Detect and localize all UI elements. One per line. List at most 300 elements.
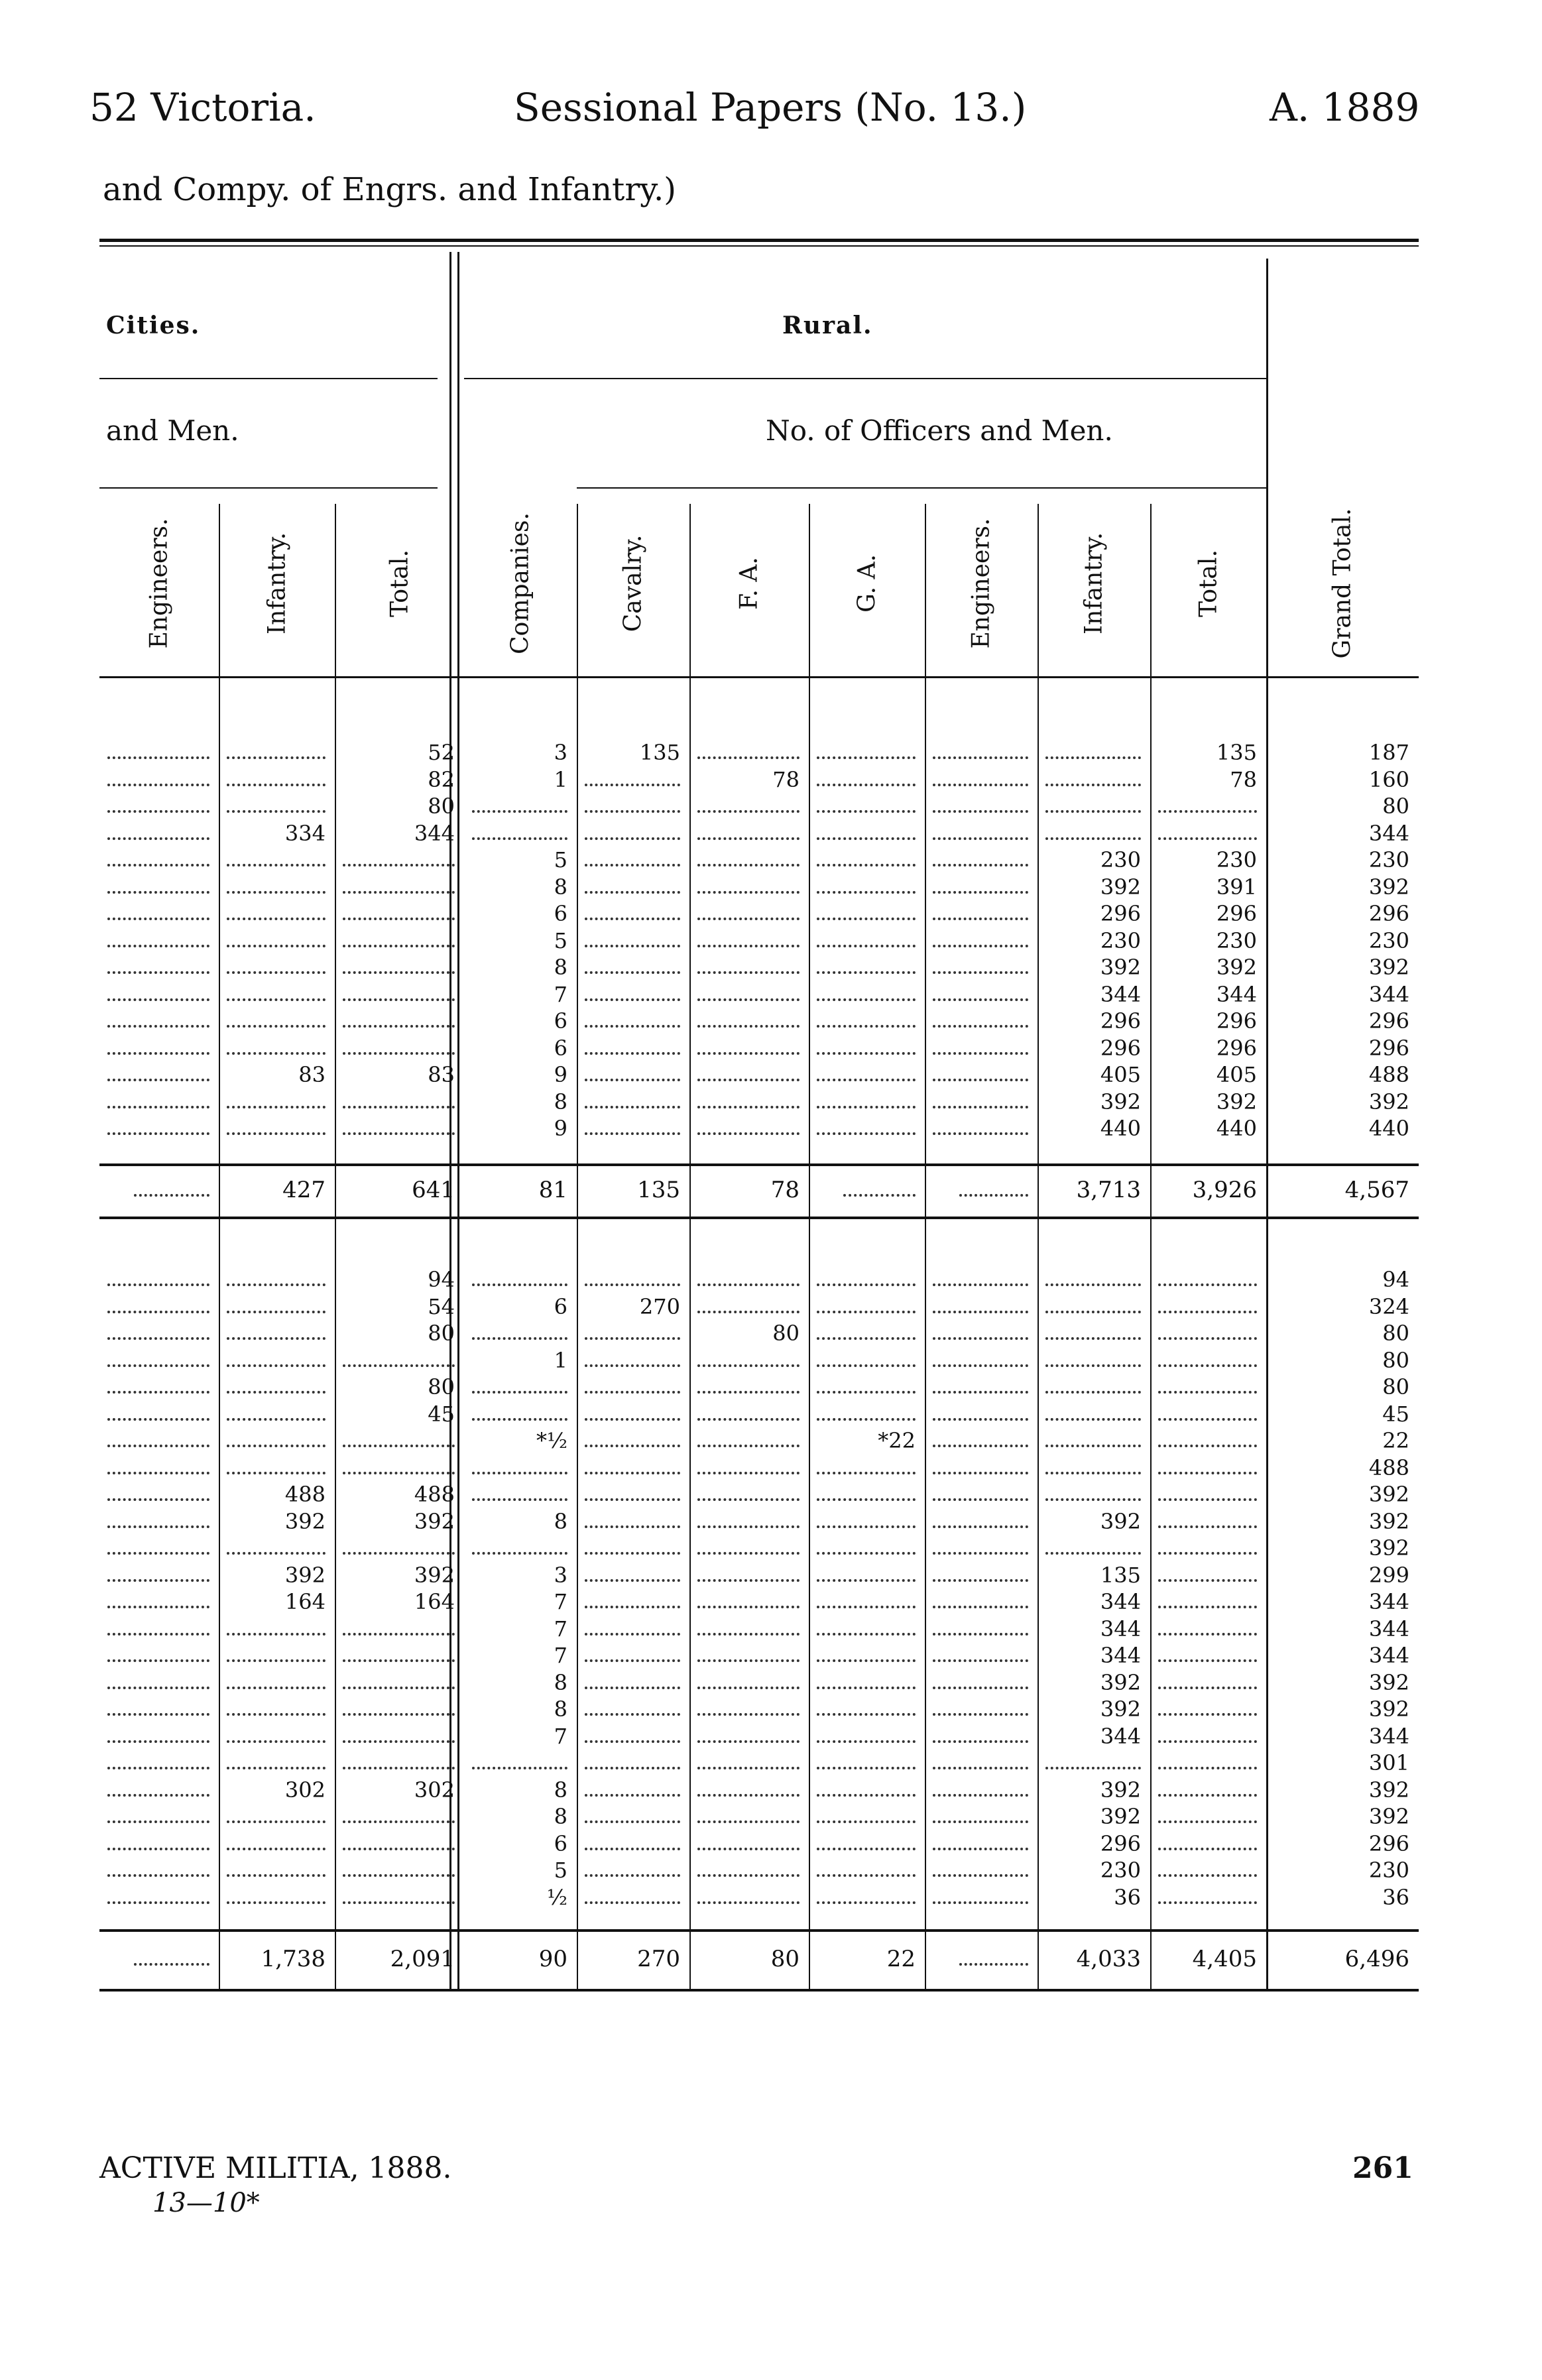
table-cell: 344	[1368, 1589, 1409, 1614]
table-cell: 78	[1230, 766, 1257, 792]
dot-leader	[107, 756, 209, 759]
section-rural: Rural.	[782, 312, 873, 339]
dot-leader	[697, 1659, 800, 1662]
table-cell: ½	[546, 1884, 567, 1910]
dot-leader	[227, 918, 326, 920]
dot-leader	[697, 918, 800, 920]
dot-leader	[933, 891, 1028, 894]
dot-leader	[933, 1052, 1028, 1055]
dot-leader	[343, 1820, 455, 1823]
dot-leader	[817, 1106, 916, 1108]
header-subtitle: and Compy. of Engrs. and Infantry.)	[103, 171, 676, 208]
dot-leader	[107, 971, 209, 974]
dot-leader	[817, 837, 916, 840]
dot-leader	[817, 891, 916, 894]
col-header-infantry: Infantry.	[263, 532, 290, 635]
dot-leader	[817, 1552, 916, 1555]
dot-leader	[343, 1552, 455, 1555]
table-cell: 296	[1216, 901, 1257, 926]
dot-leader	[1158, 1767, 1257, 1769]
dot-leader	[933, 1498, 1028, 1501]
total-cell: 4,405	[1192, 1946, 1257, 1972]
dot-leader	[817, 1848, 916, 1850]
dot-leader	[107, 1311, 209, 1313]
dot-leader	[817, 1874, 916, 1877]
table-cell: 230	[1368, 1858, 1409, 1883]
dot-leader	[933, 1713, 1028, 1716]
table-cell: 8	[554, 1777, 567, 1803]
table-cell: 45	[1382, 1401, 1409, 1427]
table-cell: 6	[554, 1293, 567, 1319]
dot-leader	[933, 1079, 1028, 1081]
col-header-cavalry: Cavalry.	[619, 534, 647, 632]
column-divider	[577, 504, 578, 1989]
dot-leader	[107, 1767, 209, 1769]
column-divider	[219, 504, 220, 1989]
dot-leader	[697, 1311, 800, 1313]
dot-leader	[107, 1418, 209, 1421]
dot-leader	[1158, 1391, 1257, 1394]
dot-leader	[343, 918, 455, 920]
dot-leader	[933, 1794, 1028, 1797]
table-cell: *½	[536, 1428, 567, 1453]
dot-leader	[933, 1687, 1028, 1689]
dot-leader	[1158, 1579, 1257, 1582]
dot-leader	[107, 1052, 209, 1055]
dot-leader	[585, 1767, 680, 1769]
dot-leader	[1045, 1391, 1141, 1394]
dot-leader	[227, 1472, 326, 1474]
dot-leader	[227, 1874, 326, 1877]
total-cell: 3,713	[1076, 1177, 1141, 1203]
footer-title: ACTIVE MILITIA, 1888.	[99, 2151, 452, 2185]
dot-leader	[585, 1079, 680, 1081]
table-cell: 392	[1368, 1535, 1409, 1561]
table-cell: 6	[554, 901, 567, 926]
table-cell: 230	[1100, 847, 1141, 872]
dot-leader	[107, 1079, 209, 1081]
dot-leader	[817, 1901, 916, 1904]
dot-leader	[933, 1767, 1028, 1769]
dot-leader	[1045, 1311, 1141, 1313]
column-divider	[925, 504, 926, 1989]
dot-leader	[1158, 1606, 1257, 1608]
dot-leader	[697, 1498, 800, 1501]
dot-leader	[343, 1874, 455, 1877]
dot-leader	[697, 1391, 800, 1394]
rural-officers-men: No. of Officers and Men.	[766, 414, 1113, 447]
dot-leader	[227, 1633, 326, 1636]
dot-leader	[697, 945, 800, 947]
table-cell: 80	[1382, 1347, 1409, 1373]
table-cell: 160	[1368, 766, 1409, 792]
col-header-total: Total.	[386, 550, 413, 617]
dot-leader	[697, 1820, 800, 1823]
dot-leader	[817, 945, 916, 947]
table-cell: 135	[1100, 1562, 1141, 1588]
dot-leader	[1045, 1552, 1141, 1555]
dot-leader	[472, 1552, 567, 1555]
dot-leader	[697, 1025, 800, 1028]
dot-leader	[585, 1794, 680, 1797]
table-cell: 80	[1382, 794, 1409, 819]
table-cell: 392	[1100, 955, 1141, 980]
table-cell: 392	[1100, 1696, 1141, 1722]
table-cell: 5	[554, 927, 567, 953]
table-cell: 164	[284, 1589, 326, 1614]
table-cell: 6	[554, 1035, 567, 1061]
dot-leader	[933, 1445, 1028, 1447]
dot-leader	[697, 1633, 800, 1636]
table-cell: 3	[554, 1562, 567, 1588]
dot-leader	[697, 971, 800, 974]
dot-leader	[933, 998, 1028, 1001]
table-cell: 488	[414, 1482, 455, 1507]
table-cell: 392	[1368, 1089, 1409, 1114]
dot-leader	[933, 864, 1028, 866]
table-cell: 296	[1368, 1035, 1409, 1061]
dot-leader	[227, 1337, 326, 1340]
table-cell: 22	[1382, 1428, 1409, 1453]
dot-leader	[107, 891, 209, 894]
dot-leader	[227, 971, 326, 974]
table-cell: 296	[1100, 901, 1141, 926]
table-cell: 6	[554, 1830, 567, 1856]
final-rule	[99, 1989, 1419, 1992]
dot-leader	[585, 1025, 680, 1028]
dot-leader	[697, 1767, 800, 1769]
dot-leader	[227, 998, 326, 1001]
dot-leader	[343, 1767, 455, 1769]
dot-leader	[697, 1445, 800, 1447]
dot-leader	[107, 1364, 209, 1367]
dot-leader	[697, 1713, 800, 1716]
dot-leader	[817, 756, 916, 759]
dot-leader	[817, 1713, 916, 1716]
dot-leader	[107, 784, 209, 786]
dot-leader	[1045, 1283, 1141, 1286]
dot-leader	[817, 810, 916, 813]
dot-leader	[585, 1740, 680, 1743]
table-cell: 440	[1216, 1116, 1257, 1141]
dot-leader	[1158, 1713, 1257, 1716]
cities-and-men: and Men.	[106, 414, 239, 447]
dot-leader	[585, 1687, 680, 1689]
col-header-rural-infantry: Infantry.	[1080, 532, 1108, 635]
table-cell: 94	[428, 1267, 455, 1292]
dot-leader	[933, 971, 1028, 974]
footer-page-number: 261	[1352, 2151, 1413, 2185]
dot-leader	[585, 1552, 680, 1555]
dot-leader	[585, 1106, 680, 1108]
dot-leader	[585, 1579, 680, 1582]
dot-leader	[697, 1794, 800, 1797]
col-header-rural-total: Total.	[1195, 550, 1222, 617]
totals-top-bottom-rule	[99, 1217, 1419, 1219]
dot-leader	[585, 945, 680, 947]
table-cell: 230	[1100, 1858, 1141, 1883]
table-cell: 405	[1216, 1062, 1257, 1087]
table-cell: 8	[554, 1804, 567, 1829]
total-cell: 4,033	[1076, 1946, 1141, 1972]
dot-leader	[933, 1848, 1028, 1850]
dot-leader	[107, 1820, 209, 1823]
dot-leader	[585, 1820, 680, 1823]
dot-leader	[107, 1740, 209, 1743]
dot-leader	[1158, 1445, 1257, 1447]
table-cell: 135	[1216, 740, 1257, 765]
header-center: Sessional Papers (No. 13.)	[514, 85, 1027, 130]
dot-leader	[585, 1418, 680, 1421]
table-cell: 440	[1368, 1116, 1409, 1141]
dot-leader	[227, 1364, 326, 1367]
dot-leader	[1158, 1418, 1257, 1421]
dot-leader	[343, 1901, 455, 1904]
dot-leader	[697, 756, 800, 759]
table-cell: 230	[1368, 847, 1409, 872]
dot-leader	[107, 1025, 209, 1028]
table-cell: 80	[1382, 1374, 1409, 1399]
col-header-grand-total: Grand Total.	[1329, 508, 1356, 659]
table-cell: 392	[1368, 1669, 1409, 1695]
total-cell: 22	[886, 1946, 916, 1972]
dot-leader	[817, 1391, 916, 1394]
dot-leader	[227, 784, 326, 786]
dot-leader	[472, 810, 567, 813]
dot-leader	[107, 1445, 209, 1447]
table-cell: 302	[284, 1777, 326, 1803]
dot-leader	[933, 1740, 1028, 1743]
dot-leader	[343, 1713, 455, 1716]
dot-leader	[817, 1579, 916, 1582]
dot-leader	[107, 1794, 209, 1797]
column-divider	[1038, 504, 1039, 1989]
table-cell: 296	[1368, 1830, 1409, 1856]
dot-leader	[1158, 1633, 1257, 1636]
dot-leader	[227, 891, 326, 894]
dot-leader	[585, 1472, 680, 1474]
col-header-ga: G. A.	[853, 554, 880, 613]
dot-leader	[227, 1740, 326, 1743]
table-cell: 296	[1100, 1035, 1141, 1061]
dot-leader	[227, 810, 326, 813]
dot-leader	[343, 864, 455, 866]
dot-leader	[107, 837, 209, 840]
column-divider	[689, 504, 691, 1989]
table-cell: 344	[1216, 981, 1257, 1007]
dot-leader	[1045, 1472, 1141, 1474]
total-cell: 3,926	[1192, 1177, 1257, 1203]
dot-leader	[343, 1025, 455, 1028]
dot-leader	[933, 1901, 1028, 1904]
table-cell: 52	[428, 740, 455, 765]
total-cell: 641	[412, 1177, 455, 1203]
dot-leader	[472, 1767, 567, 1769]
table-cell: 94	[1382, 1267, 1409, 1292]
dot-leader	[933, 810, 1028, 813]
dot-leader	[1158, 1740, 1257, 1743]
table-cell: 392	[1100, 1669, 1141, 1695]
dot-leader	[1158, 1820, 1257, 1823]
table-cell: 5	[554, 1858, 567, 1883]
dot-leader	[1158, 1498, 1257, 1501]
dot-leader	[343, 1472, 455, 1474]
dot-leader	[227, 1132, 326, 1135]
dot-leader	[697, 1579, 800, 1582]
dot-leader	[817, 1767, 916, 1769]
dot-leader	[697, 1364, 800, 1367]
table-cell: 135	[639, 740, 680, 765]
dot-leader	[585, 1132, 680, 1135]
dot-leader	[343, 1364, 455, 1367]
dot-leader	[1045, 756, 1141, 759]
dot-leader	[933, 1472, 1028, 1474]
table-cell: 296	[1368, 901, 1409, 926]
dot-leader	[1045, 1767, 1141, 1769]
dot-leader	[107, 1498, 209, 1501]
dot-leader	[585, 1052, 680, 1055]
dot-leader	[585, 998, 680, 1001]
table-cell: 7	[554, 1616, 567, 1641]
total-cell: 1,738	[261, 1946, 326, 1972]
dot-leader	[107, 1106, 209, 1108]
table-cell: 45	[428, 1401, 455, 1427]
dot-leader	[933, 1552, 1028, 1555]
dot-leader	[585, 1283, 680, 1286]
dot-leader	[959, 1963, 1028, 1966]
table-cell: 80	[772, 1321, 800, 1346]
dot-leader	[933, 1132, 1028, 1135]
table-cell: 392	[1100, 1089, 1141, 1114]
dot-leader	[697, 1740, 800, 1743]
total-cell: 427	[282, 1177, 326, 1203]
dot-leader	[697, 1418, 800, 1421]
table-cell: 344	[1368, 1616, 1409, 1641]
dot-leader	[933, 1659, 1028, 1662]
table-cell: 80	[428, 1374, 455, 1399]
dot-leader	[933, 945, 1028, 947]
dot-leader	[585, 918, 680, 920]
dot-leader	[817, 1606, 916, 1608]
dot-leader	[107, 1687, 209, 1689]
table-cell: 8	[554, 874, 567, 900]
table-cell: 7	[554, 981, 567, 1007]
dot-leader	[1045, 1364, 1141, 1367]
column-divider	[335, 504, 336, 1989]
dot-leader	[817, 971, 916, 974]
dot-leader	[585, 891, 680, 894]
header-bottom-rule	[99, 676, 1419, 678]
table-cell: 440	[1100, 1116, 1141, 1141]
dot-leader	[817, 1525, 916, 1528]
dot-leader	[107, 1552, 209, 1555]
table-cell: 9	[554, 1062, 567, 1087]
dot-leader	[1158, 1552, 1257, 1555]
dot-leader	[697, 1052, 800, 1055]
table-cell: 230	[1100, 927, 1141, 953]
table-cell: 296	[1216, 1035, 1257, 1061]
dot-leader	[817, 1794, 916, 1797]
dot-leader	[107, 1337, 209, 1340]
table-cell: 392	[1368, 1696, 1409, 1722]
dot-leader	[697, 810, 800, 813]
dot-leader	[817, 1472, 916, 1474]
dot-leader	[843, 1194, 916, 1197]
dot-leader	[817, 1687, 916, 1689]
dot-leader	[585, 810, 680, 813]
table-cell: 7	[554, 1723, 567, 1749]
table-cell: 344	[1368, 820, 1409, 846]
dot-leader	[227, 1283, 326, 1286]
dot-leader	[817, 1079, 916, 1081]
dot-leader	[933, 1106, 1028, 1108]
dot-leader	[227, 756, 326, 759]
dot-leader	[697, 1525, 800, 1528]
table-cell: 488	[284, 1482, 326, 1507]
table-cell: 392	[1368, 1777, 1409, 1803]
dot-leader	[227, 1052, 326, 1055]
dot-leader	[227, 1311, 326, 1313]
table-cell: 296	[1100, 1830, 1141, 1856]
dot-leader	[343, 1740, 455, 1743]
dot-leader	[697, 1472, 800, 1474]
top-rule-thin	[99, 245, 1419, 247]
dot-leader	[585, 1713, 680, 1716]
dot-leader	[1158, 1472, 1257, 1474]
dot-leader	[134, 1963, 209, 1966]
dot-leader	[585, 1337, 680, 1340]
dot-leader	[697, 1606, 800, 1608]
dot-leader	[227, 1552, 326, 1555]
header-left: 52 Victoria.	[89, 85, 316, 130]
table-cell: 3	[554, 740, 567, 765]
dot-leader	[1158, 837, 1257, 840]
table-cell: 392	[1368, 1804, 1409, 1829]
cities-men-rule	[99, 487, 438, 489]
dot-leader	[933, 1525, 1028, 1528]
dot-leader	[107, 1848, 209, 1850]
dot-leader	[472, 1498, 567, 1501]
dot-leader	[472, 1472, 567, 1474]
dot-leader	[1158, 1659, 1257, 1662]
dot-leader	[933, 918, 1028, 920]
dot-leader	[227, 1687, 326, 1689]
dot-leader	[933, 1633, 1028, 1636]
dot-leader	[817, 1311, 916, 1313]
table-cell: 344	[414, 820, 455, 846]
totals-top-rule	[99, 1163, 1419, 1166]
table-cell: 392	[1368, 1482, 1409, 1507]
dot-leader	[697, 1552, 800, 1555]
dot-leader	[343, 1132, 455, 1135]
dot-leader	[343, 1848, 455, 1850]
dot-leader	[585, 1364, 680, 1367]
section-divider	[449, 252, 451, 1989]
table-cell: 230	[1216, 847, 1257, 872]
table-cell: 8	[554, 1508, 567, 1534]
table-cell: 8	[554, 1669, 567, 1695]
dot-leader	[227, 864, 326, 866]
table-cell: 344	[1368, 1643, 1409, 1668]
dot-leader	[817, 1132, 916, 1135]
totals-bottom-rule	[99, 1929, 1419, 1932]
table-cell: 344	[1100, 1643, 1141, 1668]
table-cell: 80	[428, 794, 455, 819]
column-divider	[1150, 504, 1152, 1989]
dot-leader	[343, 1052, 455, 1055]
dot-leader	[585, 1606, 680, 1608]
dot-leader	[472, 1337, 567, 1340]
